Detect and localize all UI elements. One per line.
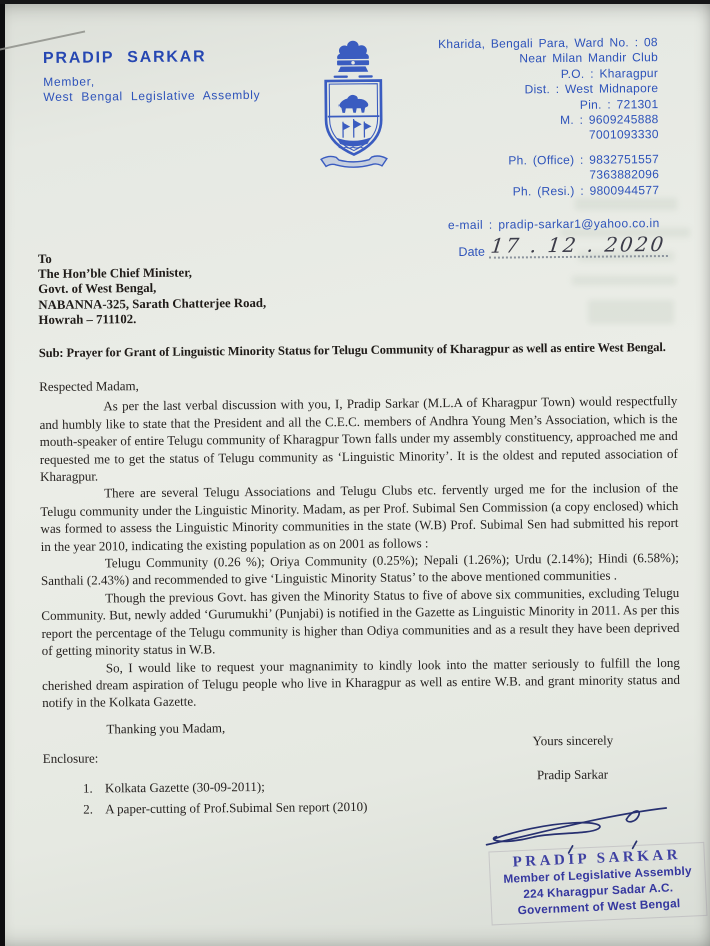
body-paragraph: So, I would like to request your magnanimity to kindly look into the matter seriously to fulfill the long cherished dream aspiration of Telugu people who live in Kharagpur as well as entire W.B. and grant minority status and notify in the Kolkata Gazette. (41, 654, 681, 711)
contact-line: M. : 9609245888 (559, 112, 659, 128)
letterhead-identity (43, 48, 260, 105)
recipient-line: The Hon’ble Chief Minister, (38, 265, 192, 282)
date-label: Date (458, 244, 485, 259)
recipient-line: To (37, 251, 52, 267)
contact-line: P.O. : Kharagpur (560, 65, 659, 81)
body-paragraph: There are several Telugu Associations and Telugu Clubs etc. fervently urged me for the inclusion of the Telugu community under the Linguistic Minority. Madam, as per Prof. Subimal Sen Commission (a copy enclosed) which was formed to assess the Linguistic Minority communities in the state (W.B) Prof. Subimal Sen had submitted his report in the year 2010, indicating the existing population as on 2001 as follows : (40, 480, 679, 554)
handwritten-date: 17 . 12 . 2020 (489, 231, 668, 258)
letter-body (39, 372, 681, 821)
enclosure-number: 2. (83, 801, 94, 817)
date-row (458, 233, 668, 259)
contact-line: Kharida, Bengali Para, Ward No. : 08 (438, 35, 658, 52)
stamp-line: Member of Legislative Assembly (503, 863, 692, 886)
enclosure-text: A paper-cutting of Prof.Subimal Sen report (2010) (105, 798, 368, 817)
assembly-emblem-icon (313, 36, 394, 171)
letterhead-role-line: Member, (43, 74, 95, 89)
phone-lines (439, 152, 659, 200)
stamp-line: Government of West Bengal (517, 895, 681, 917)
contact-line: 7001093330 (588, 127, 659, 143)
recipient-line: NABANNA-325, Sarath Chatterjee Road, (38, 295, 267, 312)
salutation: Respected Madam, (39, 378, 139, 395)
phone-line: Ph. (Office) : 9832751557 (508, 151, 660, 168)
signoff-name: Pradip Sarkar (536, 766, 609, 783)
enclosure-text: Kolkata Gazette (30-09-2011); (104, 778, 265, 795)
enclosure-label: Enclosure: (42, 750, 99, 767)
body-paragraph: As per the last verbal discussion with you, I, Pradip Sarkar (M.L.A of Kharagpur Town) would respectfully and humbly like to state that the President and all the C.E.C. members of Andhra Young Men’s Association, which is the mouth-speaker of entire Telugu community of Kharagpur Town falls under my assembly constituency, approached me and requested me to get the status of Telugu community as ‘Linguistic Minority’. It is the oldest and reputed association of Kharagpur. (39, 393, 678, 485)
stamp-name-line: PRADIP SARKAR (512, 846, 682, 871)
body-paragraph: Telugu Community (0.26 %); Oriya Community (0.25%); Nepali (1.26%); Urdu (2.14%); Hindi (6.58%); Santhali (2.43%) and recommended to give ‘Linguistic Minority Status’ to the above mentioned communities . (40, 549, 679, 589)
ship-icon (337, 119, 372, 148)
letterhead-role (43, 73, 260, 105)
recipient-line: Govt. of West Bengal, (38, 281, 157, 297)
letterhead-contact (438, 35, 660, 234)
recipient-line: Howrah – 711102. (38, 311, 137, 327)
contact-line: Dist. : West Midnapore (524, 81, 659, 97)
valediction: Yours sincerely (532, 732, 614, 749)
letterhead-role-line: West Bengal Legislative Assembly (43, 87, 261, 104)
phone-line: 7363882096 (589, 167, 660, 182)
closing-line: Thanking you Madam, (106, 719, 226, 737)
enclosure-number: 1. (82, 780, 93, 796)
contact-line: Near Milan Mandir Club (519, 50, 659, 66)
subject-line: Sub: Prayer for Grant of Linguistic Minority Status for Telugu Community of Kharagpur as well as entire West Bengal. (38, 340, 666, 361)
phone-line: Ph. (Resi.) : 9800944577 (512, 182, 660, 199)
office-stamp (488, 842, 707, 926)
contact-line: Pin. : 721301 (579, 96, 659, 112)
recipient-address (38, 250, 267, 328)
stamp-line: 224 Kharagpur Sadar A.C. (523, 880, 674, 901)
date-dotted-line (489, 233, 668, 259)
ashoka-capital-icon (333, 41, 372, 78)
letterhead-name: PRADIP SARKAR (42, 48, 207, 67)
email-line: e-mail : pradip-sarkar1@yahoo.co.in (447, 216, 660, 233)
body-paragraph: Though the previous Govt. has given the Minority Status to five of above six communities, excluding Telugu Community. But, newly added ‘Gurumukhi’ (Punjabi) is notified in the Gazette as Linguistic Minority in 2011. As per this report the percentage of the Telugu community is higher than Odiya communities and as a result they have been deprived of getting minority status in W.B. (41, 584, 680, 659)
ribbon-icon (321, 156, 387, 168)
tiger-icon (338, 95, 368, 113)
